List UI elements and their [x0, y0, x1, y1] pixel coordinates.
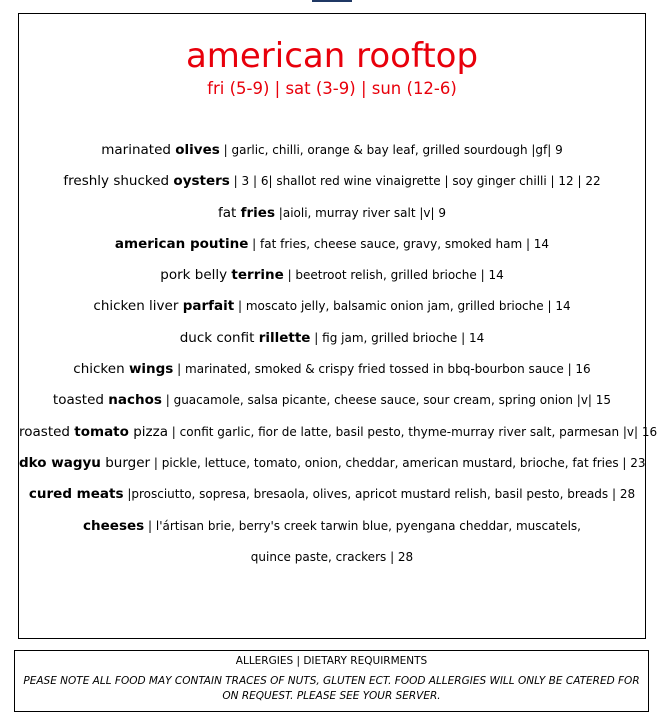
- menu-item-name-part: oysters: [173, 173, 230, 190]
- menu-item-name-part: wings: [128, 361, 174, 378]
- menu-items-list: [19, 139, 658, 567]
- menu-item-name-part: pizza: [128, 423, 168, 440]
- menu-item-name-part: olives: [175, 142, 220, 158]
- menu-item-detail: |prosciutto, sopresa, bresaola, olives, apricot mustard relish, basil pesto, breads | 28: [123, 487, 636, 502]
- menu-item: [19, 421, 658, 452]
- menu-item: [19, 483, 645, 514]
- menu-item: [19, 546, 645, 567]
- menu-item: [19, 358, 645, 389]
- menu-item-name-part: pork belly: [160, 267, 232, 284]
- menu-item-detail: | beetroot relish, grilled brioche | 14: [283, 268, 504, 283]
- menu-item-detail: | confit garlic, fior de latte, basil pesto, thyme-murray river salt, parmesan |v| 16: [167, 424, 658, 439]
- menu-title: american rooftop: [185, 36, 479, 76]
- menu-item-name-part: cheeses: [83, 517, 145, 534]
- menu-item-detail: | garlic, chilli, orange & bay leaf, grilled sourdough |gf| 9: [219, 143, 563, 157]
- menu-item-name-part: marinated: [101, 142, 176, 158]
- menu-item-detail: | pickle, lettuce, tomato, onion, cheddar, american mustard, brioche, fat fries | 23: [150, 455, 646, 470]
- menu-item-name-part: freshly shucked: [63, 173, 174, 190]
- menu-item-detail: | l'ártisan brie, berry's creek tarwin blue, pyengana cheddar, muscatels,: [144, 518, 581, 533]
- menu-item-detail: | marinated, smoked & crispy fried tossed in bbq-bourbon sauce | 16: [173, 362, 591, 377]
- top-accent-mark: [312, 0, 352, 2]
- menu-item: [19, 452, 645, 483]
- menu-item-name-part: cured meats: [28, 486, 124, 503]
- menu-item-name-part: chicken liver: [93, 298, 183, 315]
- menu-item: [19, 170, 645, 201]
- menu-item-detail: |aioli, murray river salt |v| 9: [274, 205, 446, 220]
- menu-item-name-part: tomato: [74, 423, 129, 440]
- menu-item-name-part: dko wagyu: [19, 454, 101, 471]
- menu-item-name-part: fat: [218, 204, 241, 221]
- menu-item-name-part: fries: [240, 204, 275, 221]
- menu-item: [19, 295, 645, 326]
- menu-item: [19, 264, 645, 295]
- menu-item-detail: | fat fries, cheese sauce, gravy, smoked ham | 14: [248, 236, 550, 251]
- menu-item: [19, 515, 645, 546]
- menu-item-detail: | fig jam, grilled brioche | 14: [310, 330, 485, 345]
- menu-item-name-part: roasted: [19, 423, 75, 440]
- allergy-note: PEASE NOTE ALL FOOD MAY CONTAIN TRACES OF NUTS, GLUTEN ECT. FOOD ALLERGIES WILL ONLY BE CATERED FOR ON REQUEST. PLEASE SEE YOUR SERVER.: [23, 675, 640, 702]
- menu-item-detail: | moscato jelly, balsamic onion jam, grilled brioche | 14: [234, 299, 571, 314]
- menu-item: [19, 139, 645, 170]
- menu-item: [19, 327, 645, 358]
- allergy-heading: ALLERGIES | DIETARY REQUIRMENTS: [235, 655, 428, 667]
- menu-item-detail: quince paste, crackers | 28: [250, 549, 414, 564]
- menu-panel: [18, 13, 658, 639]
- menu-item: [19, 202, 645, 233]
- menu-item-name-part: rillette: [258, 329, 311, 346]
- menu-item-detail: | 3 | 6| shallot red wine vinaigrette | soy ginger chilli | 12 | 22: [229, 174, 601, 189]
- menu-item-name-part: chicken: [73, 361, 129, 378]
- menu-item-name-part: terrine: [231, 267, 284, 284]
- menu-item: [19, 389, 645, 420]
- menu-item-name-part: burger: [100, 454, 151, 471]
- menu-item-name-part: parfait: [182, 298, 235, 315]
- opening-hours: fri (5-9) | sat (3-9) | sun (12-6): [207, 79, 457, 98]
- allergy-notice: [14, 650, 649, 712]
- menu-item-name-part: toasted: [52, 392, 109, 409]
- menu-item-detail: | guacamole, salsa picante, cheese sauce, sour cream, spring onion |v| 15: [161, 393, 612, 408]
- menu-item-name-part: nachos: [108, 392, 162, 409]
- menu-item-name-part: duck confit: [179, 329, 259, 346]
- menu-item: [19, 233, 645, 264]
- menu-item-name-part: american poutine: [114, 235, 249, 252]
